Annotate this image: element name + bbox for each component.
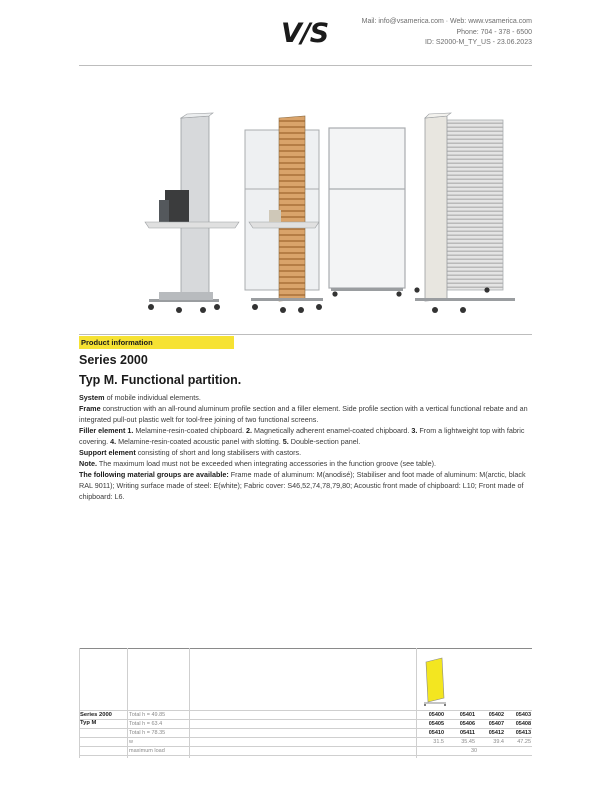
materials-label: The following material groups are available:: [79, 470, 229, 479]
article-code: 05410: [428, 730, 444, 736]
table-vline: [79, 648, 80, 758]
partition-unit-desk: [145, 113, 239, 313]
filler-text: Melamine-resin-coated chipboard.: [133, 426, 246, 435]
filler-text: Double-section panel.: [288, 437, 361, 446]
section-divider: [79, 334, 532, 335]
partition-unit-wood: [245, 116, 323, 313]
article-code: 05412: [488, 730, 504, 736]
row-label: Total h = 78.35: [129, 730, 166, 736]
article-code: 05408: [515, 721, 531, 727]
filler-text: Melamine-resin-coated acoustic panel with slotting.: [116, 437, 283, 446]
article-code: 05402: [488, 712, 504, 718]
product-thumbnail: [416, 656, 456, 706]
article-code: 05406: [459, 721, 475, 727]
filler-number: 3.: [411, 426, 418, 435]
row-label: maximum load: [129, 748, 165, 754]
frame-paragraph: [79, 403, 532, 425]
max-load-value: 30: [470, 748, 478, 754]
contact-phone: Phone: 704 - 378 - 6500: [456, 28, 532, 36]
note-paragraph: [79, 458, 532, 469]
width-value: 47.25: [517, 739, 531, 745]
frame-text: construction with an all-round aluminum profile section and a filler element. Side profile section with a vertical functional rebate and an integrated pull-out plastic welt for tool-free joining of two functional screens.: [79, 404, 528, 424]
partition-unit-acoustic: [414, 113, 515, 313]
product-image: [79, 104, 532, 324]
row-label: Total h = 49.85: [129, 712, 166, 718]
materials-paragraph: [79, 469, 532, 502]
note-label: Note.: [79, 459, 97, 468]
document-id: ID: S2000-M_TY_US - 23.06.2023: [424, 39, 532, 46]
product-description: [79, 392, 532, 502]
vs-logo: V/S: [281, 18, 329, 49]
contact-mail-web: Mail: info@vsamerica.com · Web: www.vsamerica.com: [361, 18, 532, 25]
article-code: 05403: [515, 712, 531, 718]
width-value: 39.4: [493, 739, 504, 745]
contact-info: [362, 17, 532, 49]
partition-unit-panel: [329, 128, 405, 297]
article-code: 05400: [428, 712, 444, 718]
table-row-line: [79, 755, 532, 756]
filler-number: 4.: [110, 437, 117, 446]
row-label: Total h = 63.4: [129, 721, 163, 727]
filler-label: Filler element 1.: [79, 426, 134, 435]
header-divider: [79, 65, 532, 66]
materials-text: Frame made of aluminum: M(anodisé); Stabiliser and foot made of aluminum: M(arctic, black RAL 9011); Writing surface made of steel: E(white); Fabric cover: S46,52,74,78,79,80; Acoustic front made of chipboard: L10; Front made of chipboard: L6.: [79, 470, 526, 501]
article-code: 05411: [460, 730, 475, 736]
article-code: 05407: [488, 721, 504, 727]
support-text: consisting of short and long stabilisers with castors.: [135, 448, 302, 457]
filler-number: 5.: [282, 437, 289, 446]
frame-label: Frame: [79, 404, 101, 413]
table-series: Series 2000: [80, 712, 112, 718]
article-code: 05401: [459, 712, 475, 718]
width-value: 31.5: [433, 739, 444, 745]
row-label: w: [129, 739, 133, 745]
filler-paragraph: [79, 425, 532, 447]
article-code: 05413: [515, 730, 531, 736]
table-top-line: [79, 648, 532, 649]
system-text: of mobile individual elements.: [104, 393, 201, 402]
table-vline: [189, 648, 190, 758]
support-label: Support element: [79, 448, 136, 457]
support-paragraph: [79, 447, 532, 458]
table-vline: [127, 648, 128, 758]
series-title: Series 2000: [79, 353, 148, 367]
width-value: 35.45: [461, 739, 475, 745]
filler-text: Magnetically adherent enamel-coated chipboard.: [252, 426, 412, 435]
type-title: Typ M. Functional partition.: [79, 373, 242, 387]
product-info-tag: Product information: [79, 336, 234, 349]
system-label: System: [79, 393, 105, 402]
filler-text: From a lightweight top with fabric covering.: [79, 426, 525, 446]
table-type: Typ M: [80, 720, 97, 726]
system-paragraph: [79, 392, 532, 403]
filler-number: 2.: [246, 426, 252, 435]
article-code: 05405: [428, 721, 444, 727]
note-text: The maximum load must not be exceeded when integrating accessories in the function groove (see table).: [96, 459, 437, 468]
dimension-table: [79, 648, 532, 758]
